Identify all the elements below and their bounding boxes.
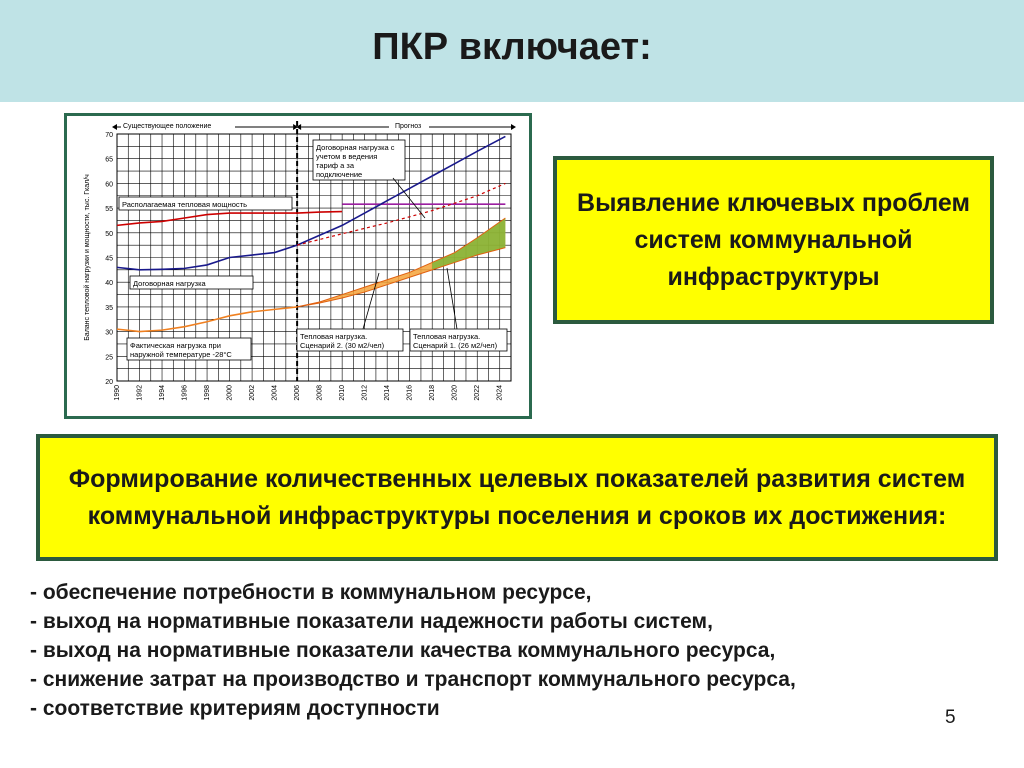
title-bar (0, 0, 1024, 102)
x-tick-label: 1994 (159, 385, 167, 401)
contract-tariff-label-text: Договорная нагрузка с (316, 143, 395, 152)
period-label-existing: Существующее положение (123, 123, 212, 130)
bullet-dash: - (30, 639, 43, 662)
bullet-text: обеспечение потребности в коммунальном ресурсе, (42, 581, 592, 604)
y-tick-label: 35 (105, 304, 113, 312)
bullet-text: выход на нормативные показатели надежности работы систем, (42, 610, 713, 633)
key-problems-text: Выявление ключевых проблем систем коммунальной инфраструктуры (577, 188, 970, 291)
bullet-list (30, 578, 990, 723)
heat-balance-chart (67, 116, 529, 416)
x-tick-label: 1992 (136, 385, 144, 401)
x-tick-label: 2008 (316, 385, 324, 401)
bullet-dash: - (30, 697, 43, 720)
x-tick-label: 2002 (249, 385, 257, 401)
capacity-label-text: Располагаемая тепловая мощность (122, 200, 248, 209)
y-tick-label: 45 (105, 255, 113, 263)
x-tick-label: 2000 (226, 385, 234, 401)
y-tick-label: 40 (105, 280, 113, 288)
bullet-text: выход на нормативные показатели качества коммунального ресурса, (42, 639, 776, 662)
x-tick-label: 2022 (474, 385, 482, 401)
scenario2-label-text: Сценарий 2. (30 м2/чел) (300, 341, 385, 350)
actual-label-text: наружной температуре -28°С (130, 350, 232, 359)
scenario2-label-text: Тепловая нагрузка. (300, 332, 368, 341)
y-tick-label: 65 (105, 156, 113, 164)
x-tick-label: 2010 (339, 385, 347, 401)
y-axis-label: Баланс тепловой нагрузки и мощности, тыс. Гкал/ч (84, 174, 91, 341)
x-tick-label: 1998 (204, 385, 212, 401)
y-tick-label: 70 (105, 132, 113, 139)
y-tick-label: 20 (105, 379, 113, 386)
x-tick-label: 2014 (384, 385, 392, 401)
x-tick-label: 2024 (496, 385, 504, 401)
bullet-item (30, 578, 990, 607)
bullet-text: соответствие критериям доступности (42, 697, 440, 720)
x-tick-label: 2012 (361, 385, 369, 401)
target-indicators-text: Формирование количественных целевых показателей развития систем коммунальной инфраструктуры поселения и сроков их достижения: (68, 464, 966, 530)
x-tick-label: 2004 (271, 385, 279, 401)
y-tick-label: 50 (105, 230, 113, 238)
contract-tariff-label-text: тариф а за (316, 161, 355, 170)
scenario1-label-text: Тепловая нагрузка. (413, 332, 481, 341)
y-tick-label: 55 (105, 206, 113, 214)
key-problems-box (553, 156, 994, 324)
slide-title: ПКР включает: (372, 26, 652, 68)
x-tick-label: 1990 (114, 385, 121, 401)
bullet-text: снижение затрат на производство и транспорт коммунального ресурса, (42, 668, 796, 691)
x-tick-label: 2018 (429, 385, 437, 401)
contract-tariff-label-text: подключение (316, 170, 363, 179)
y-tick-label: 30 (105, 329, 113, 337)
x-tick-label: 2016 (406, 385, 414, 401)
y-tick-label: 25 (105, 354, 113, 362)
bullet-dash: - (30, 668, 43, 691)
y-tick-label: 60 (105, 181, 113, 189)
x-tick-label: 2006 (294, 385, 302, 401)
bullet-dash: - (30, 581, 43, 604)
target-indicators-box (36, 434, 998, 561)
bullet-dash: - (30, 610, 43, 633)
chart-frame (64, 113, 532, 419)
x-tick-label: 2020 (451, 385, 459, 401)
contract-tariff-label-text: учетом в ведения (316, 152, 378, 161)
x-tick-label: 1996 (181, 385, 189, 401)
bullet-item (30, 636, 990, 665)
period-label-forecast: Прогноз (395, 123, 422, 130)
arrow-head (511, 124, 516, 130)
contract-label-text: Договорная нагрузка (133, 279, 206, 288)
actual-label-text: Фактическая нагрузка при (130, 341, 221, 350)
page-number: 5 (945, 707, 956, 728)
scenario1-label-text: Сценарий 1. (26 м2/чел) (413, 341, 498, 350)
bullet-item (30, 694, 990, 723)
bullet-item (30, 665, 990, 694)
bullet-item (30, 607, 990, 636)
arrow-head (112, 124, 117, 130)
